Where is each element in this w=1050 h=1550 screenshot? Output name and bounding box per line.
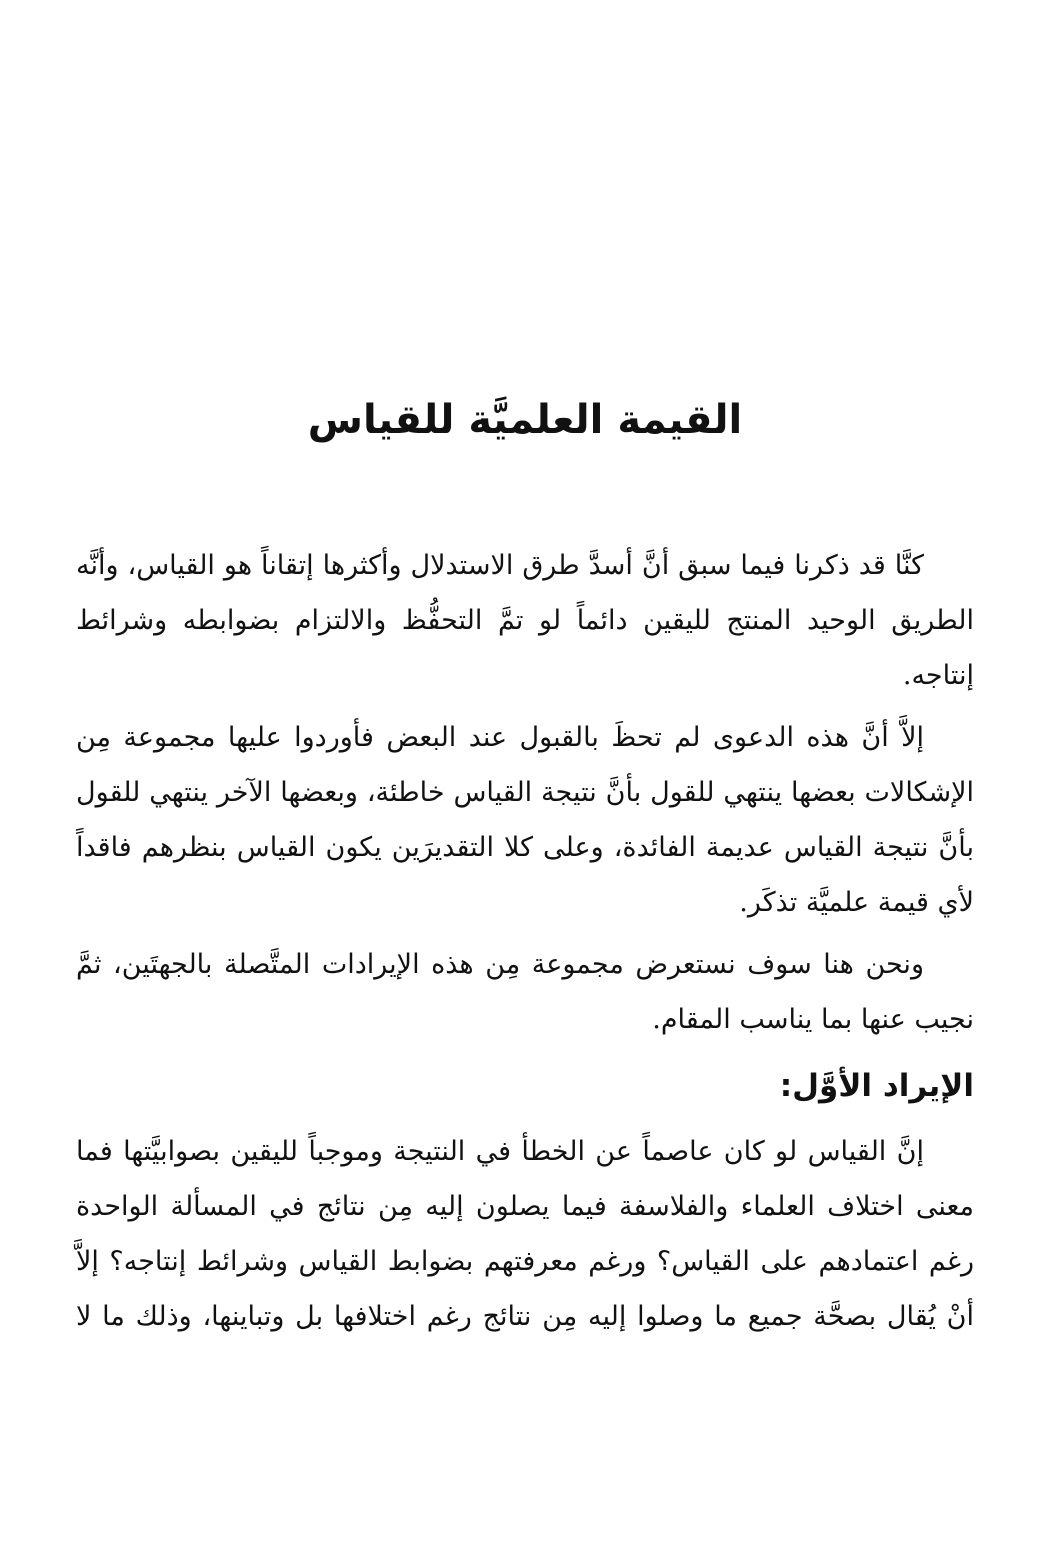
section-heading-first-objection: الإيراد الأوَّل: [779, 1068, 974, 1104]
paragraph-intro: كنَّا قد ذكرنا فيما سبق أنَّ أسدَّ طرق الاستدلال وأكثرها إتقاناً هو القياس، وأنَّه الطريق الوحيد المنتج لليقين دائماً لو تمَّ التحفُّظ والالتزام بضوابطه وشرائط إنتاجه. [76, 550, 974, 691]
page-body [76, 538, 974, 1351]
chapter-title: القيمة العلميَّة للقياس [307, 397, 743, 443]
paragraph-plan: ونحن هنا سوف نستعرض مجموعة مِن هذه الإيرادات المتَّصلة بالجهتَين، ثمَّ نجيب عنها بما يناسب المقام. [76, 949, 974, 1035]
paragraph-first-objection: إنَّ القياس لو كان عاصماً عن الخطأ في النتيجة وموجباً لليقين بصوابيَّتها فما معنى اختلاف العلماء والفلاسفة فيما يصلون إليه مِن نتائج في المسألة الواحدة رغم اعتمادهم على القياس؟ ورغم معرفتهم بضوابط القياس وشرائط إنتاجه؟ إلاَّ أنْ يُقال بصحَّة جميع ما وصلوا إليه مِن نتائج رغم اختلافها بل وتباينها، وذلك ما لا [76, 1136, 974, 1332]
paragraph-objection-summary: إلاَّ أنَّ هذه الدعوى لم تحظَ بالقبول عند البعض فأوردوا عليها مجموعة مِن الإشكالات بعضها ينتهي للقول بأنَّ نتيجة القياس خاطئة، وبعضها الآخر ينتهي للقول بأنَّ نتيجة القياس عديمة الفائدة، وعلى كلا التقديرَين يكون القياس بنظرهم فاقداً لأي قيمة علميَّة تذكَر. [76, 722, 974, 918]
